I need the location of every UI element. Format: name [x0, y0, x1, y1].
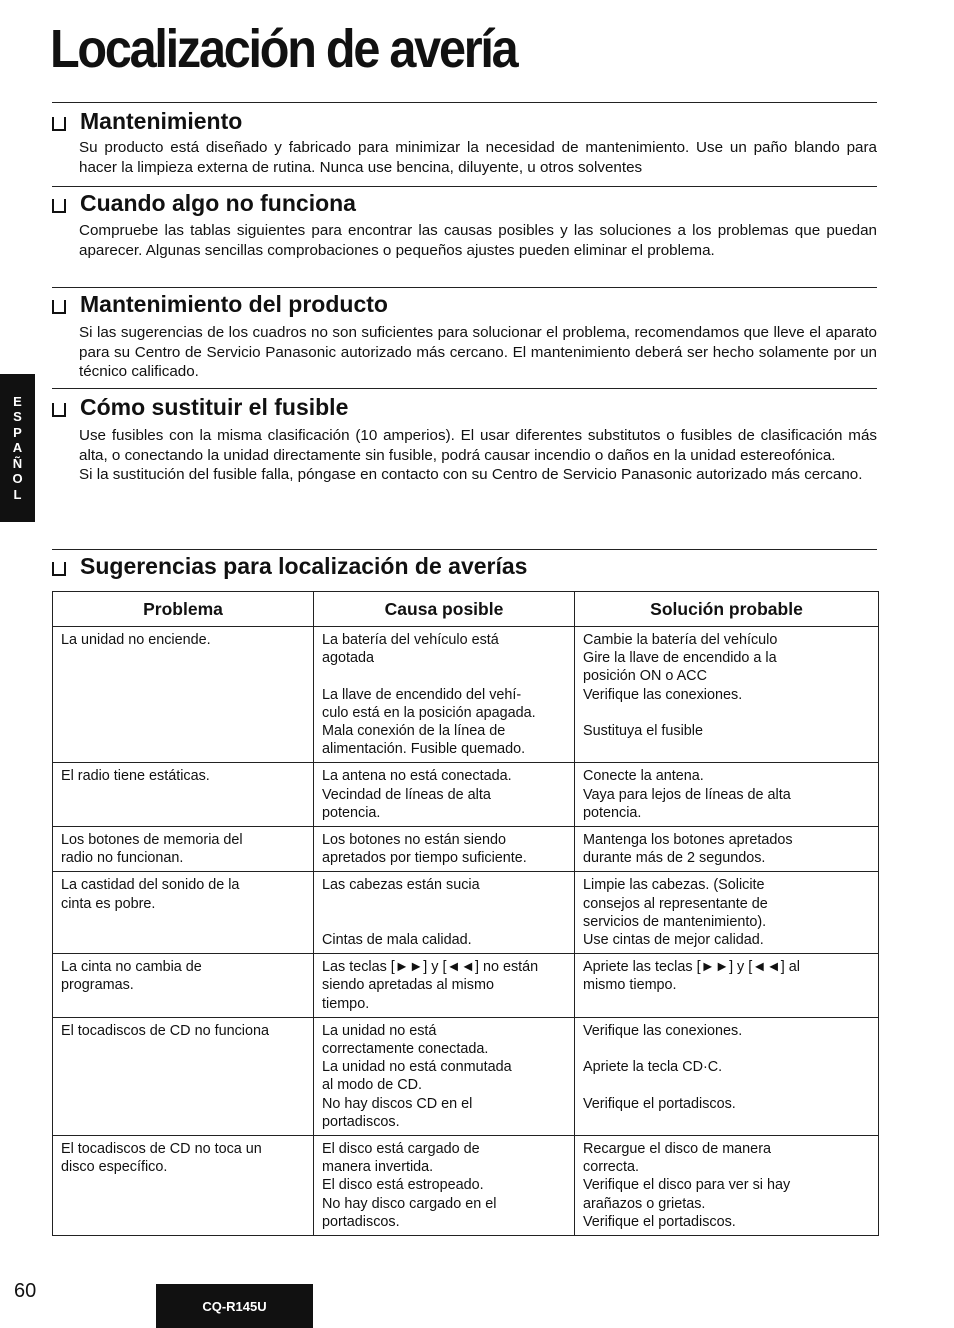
section-divider — [52, 186, 877, 187]
column-header-solucion: Solución probable — [575, 592, 879, 627]
cell-line: al modo de CD. — [322, 1077, 422, 1094]
cell-line: Los botones no están siendo — [322, 832, 507, 849]
cell-line: agotada — [322, 650, 375, 667]
section-divider — [52, 549, 877, 550]
section-body-mantenimiento — [79, 138, 877, 177]
paragraph: Su producto está diseñado y fabricado para minimizar la necesidad de mantenimiento. Use un paño blando para hacer la limpieza externa de rutina. Nunca use bencina, diluyente, u otros solventes — [79, 139, 877, 176]
section-heading-mantenimiento-del-producto — [52, 291, 388, 318]
cell-line: alimentación. Fusible quemado. — [322, 741, 526, 758]
problem-cell — [53, 1136, 314, 1236]
cell-line: culo está en la posición apagada. — [322, 704, 536, 721]
cell-line: tiempo. — [322, 995, 370, 1012]
cell-line: Cambie la batería del vehículo — [583, 632, 778, 648]
cell-line: Use cintas de mejor calidad. — [583, 932, 764, 949]
troubleshooting-table — [52, 591, 879, 1236]
solution-cell — [575, 763, 879, 827]
column-header-causa: Causa posible — [314, 592, 575, 627]
cell-line: manera invertida. — [322, 1159, 434, 1176]
cell-line: correctamente conectada. — [322, 1041, 489, 1058]
section-body-como-sustituir-el-fusible — [79, 426, 877, 485]
cell-line: potencia. — [583, 804, 642, 821]
section-heading-mantenimiento — [52, 108, 242, 135]
cell-line: Recargue el disco de manera — [583, 1141, 771, 1158]
cell-line: siendo apretadas al mismo — [322, 977, 494, 994]
checkbox-bullet-icon — [52, 117, 66, 131]
cell-line: La castidad del sonido de la — [61, 877, 240, 894]
cell-line: Vaya para lejos de líneas de alta — [583, 786, 791, 803]
paragraph: Use fusibles con la misma clasificación (10 amperios). El usar diferentes substitutos o fusibles de clasificación más alta, o conectando la unidad directamente sin fusible, podrá causar incendio o daños en la unidad estereofónica. — [79, 427, 877, 464]
section-body-mantenimiento-del-producto — [79, 323, 877, 382]
section-heading-como-sustituir-el-fusible — [52, 394, 348, 421]
paragraph: Compruebe las tablas siguientes para encontrar las causas posibles y las soluciones a los problemas que puedan aparecer. Algunas sencillas comprobaciones o pequeños ajustes pueden eliminar el problema. — [79, 222, 877, 259]
side-tab-letter: P — [13, 424, 22, 440]
page-title: Localización de avería — [50, 19, 517, 79]
side-tab-letter: S — [13, 409, 22, 425]
table-header-row — [53, 592, 879, 627]
paragraph: Si la sustitución del fusible falla, póngase en contacto con su Centro de Servicio Panasonic autorizado más cercano. — [79, 466, 863, 483]
section-heading-text: Mantenimiento del producto — [80, 291, 388, 317]
cell-line: La llave de encendido del vehí- — [322, 686, 522, 703]
cell-line: apretados por tiempo suficiente. — [322, 850, 527, 867]
cell-line: arañazos o grietas. — [583, 1195, 706, 1212]
cell-line: Vecindad de líneas de alta — [322, 786, 491, 803]
side-tab-letter: E — [13, 394, 22, 410]
paragraph: Si las sugerencias de los cuadros no son suficientes para solucionar el problema, recomendamos que lleve el aparato para su Centro de Servicio Panasonic autorizado más cercano. El mantenimiento deberá ser hecho solamente por un técnico calificado. — [79, 324, 877, 380]
cell-line: Los botones de memoria del — [61, 832, 243, 849]
model-label — [156, 1284, 313, 1328]
checkbox-bullet-icon — [52, 199, 66, 213]
cell-line: La unidad no está conmutada — [322, 1059, 512, 1076]
problem-cell — [53, 954, 314, 1018]
cause-cell — [314, 627, 575, 763]
cell-line: Verifique el portadiscos. — [583, 1213, 736, 1230]
cell-line: servicios de mantenimiento). — [583, 913, 767, 930]
cell-line: programas. — [61, 977, 134, 994]
line-gap — [583, 1076, 871, 1094]
cell-line: El disco está cargado de — [322, 1141, 480, 1158]
table-row — [53, 954, 879, 1018]
cell-line: Cintas de mala calidad. — [322, 932, 472, 948]
table-row — [53, 1136, 879, 1236]
cause-cell — [314, 954, 575, 1018]
line-gap — [322, 667, 567, 685]
solution-cell — [575, 1136, 879, 1236]
cell-line: consejos al representante de — [583, 895, 768, 912]
cell-line: La unidad no enciende. — [61, 632, 211, 648]
cell-line: El tocadiscos de CD no funciona — [61, 1022, 269, 1039]
cell-line: Mantenga los botones apretados — [583, 832, 793, 849]
section-heading-text: Sugerencias para localización de averías — [80, 553, 528, 579]
cell-line: Apriete la tecla CD·C. — [583, 1059, 723, 1076]
table-row — [53, 872, 879, 954]
section-divider — [52, 388, 877, 389]
solution-cell — [575, 627, 879, 763]
solution-cell — [575, 1017, 879, 1135]
section-heading-text: Cuando algo no funciona — [80, 190, 356, 216]
cell-line: Las cabezas están sucia — [322, 877, 480, 894]
cell-line: Conecte la antena. — [583, 768, 704, 785]
cell-line: durante más de 2 segundos. — [583, 850, 766, 867]
cell-line: La cinta no cambia de — [61, 959, 202, 976]
line-gap — [322, 913, 567, 931]
column-header-problema: Problema — [53, 592, 314, 627]
line-gap — [583, 1040, 871, 1058]
side-tab-letter: A — [12, 440, 23, 456]
cell-line: No hay discos CD en el — [322, 1095, 473, 1112]
cell-line: portadiscos. — [322, 1113, 400, 1130]
cell-line: Verifique el portadiscos. — [583, 1095, 736, 1112]
side-tab-letter: O — [12, 471, 23, 487]
cell-line: La antena no está conectada. — [322, 768, 512, 785]
cause-cell — [314, 872, 575, 954]
cell-line: El disco está estropeado. — [322, 1177, 484, 1194]
cell-line: El tocadiscos de CD no toca un — [61, 1141, 262, 1158]
cause-cell — [314, 1136, 575, 1236]
problem-cell — [53, 872, 314, 954]
language-side-tab — [0, 374, 35, 522]
cell-line: Sustituya el fusible — [583, 723, 703, 739]
solution-cell — [575, 872, 879, 954]
cell-line: disco específico. — [61, 1159, 168, 1176]
table-row — [53, 763, 879, 827]
table-row — [53, 627, 879, 763]
problem-cell — [53, 627, 314, 763]
table-row — [53, 827, 879, 872]
model-text: CQ-R145U — [202, 1298, 267, 1314]
cell-line: Verifique las conexiones. — [583, 1022, 743, 1039]
cell-line: La batería del vehículo está — [322, 632, 499, 648]
line-gap — [322, 895, 567, 913]
section-heading-text: Cómo sustituir el fusible — [80, 394, 349, 420]
problem-cell — [53, 827, 314, 872]
cause-cell — [314, 827, 575, 872]
cell-line: Gire la llave de encendido a la — [583, 650, 777, 667]
checkbox-bullet-icon — [52, 562, 66, 576]
cell-line: Apriete las teclas [►►] y [◄◄] al — [583, 959, 800, 976]
solution-cell — [575, 954, 879, 1018]
cell-line: mismo tiempo. — [583, 977, 677, 994]
section-divider — [52, 102, 877, 103]
cell-line: Verifique el disco para ver si hay — [583, 1177, 791, 1194]
section-heading-text: Mantenimiento — [80, 108, 243, 134]
checkbox-bullet-icon — [52, 403, 66, 417]
section-heading-sugerencias — [52, 553, 527, 580]
cell-line: Las teclas [►►] y [◄◄] no están — [322, 959, 539, 976]
cell-line: portadiscos. — [322, 1213, 400, 1230]
section-heading-cuando-algo-no-funciona — [52, 190, 356, 217]
side-tab-letter: Ñ — [12, 455, 23, 471]
problem-cell — [53, 1017, 314, 1135]
cell-line: Verifique las conexiones. — [583, 686, 743, 703]
cell-line: radio no funcionan. — [61, 850, 184, 867]
cell-line: correcta. — [583, 1159, 639, 1176]
section-divider — [52, 287, 877, 288]
cell-line: cinta es pobre. — [61, 895, 156, 912]
cell-line: No hay disco cargado en el — [322, 1195, 497, 1212]
cause-cell — [314, 1017, 575, 1135]
solution-cell — [575, 827, 879, 872]
cell-line: posición ON o ACC — [583, 668, 707, 685]
cell-line: Limpie las cabezas. (Solicite — [583, 877, 765, 894]
side-tab-letter: L — [13, 486, 22, 502]
problem-cell — [53, 763, 314, 827]
checkbox-bullet-icon — [52, 300, 66, 314]
cell-line: El radio tiene estáticas. — [61, 768, 210, 785]
cell-line: Mala conexión de la línea de — [322, 723, 506, 739]
table-row — [53, 1017, 879, 1135]
cell-line: La unidad no está — [322, 1022, 437, 1039]
line-gap — [583, 704, 871, 722]
page-number: 60 — [14, 1280, 37, 1302]
cell-line: potencia. — [322, 804, 381, 821]
section-body-cuando-algo-no-funciona — [79, 221, 877, 260]
cause-cell — [314, 763, 575, 827]
